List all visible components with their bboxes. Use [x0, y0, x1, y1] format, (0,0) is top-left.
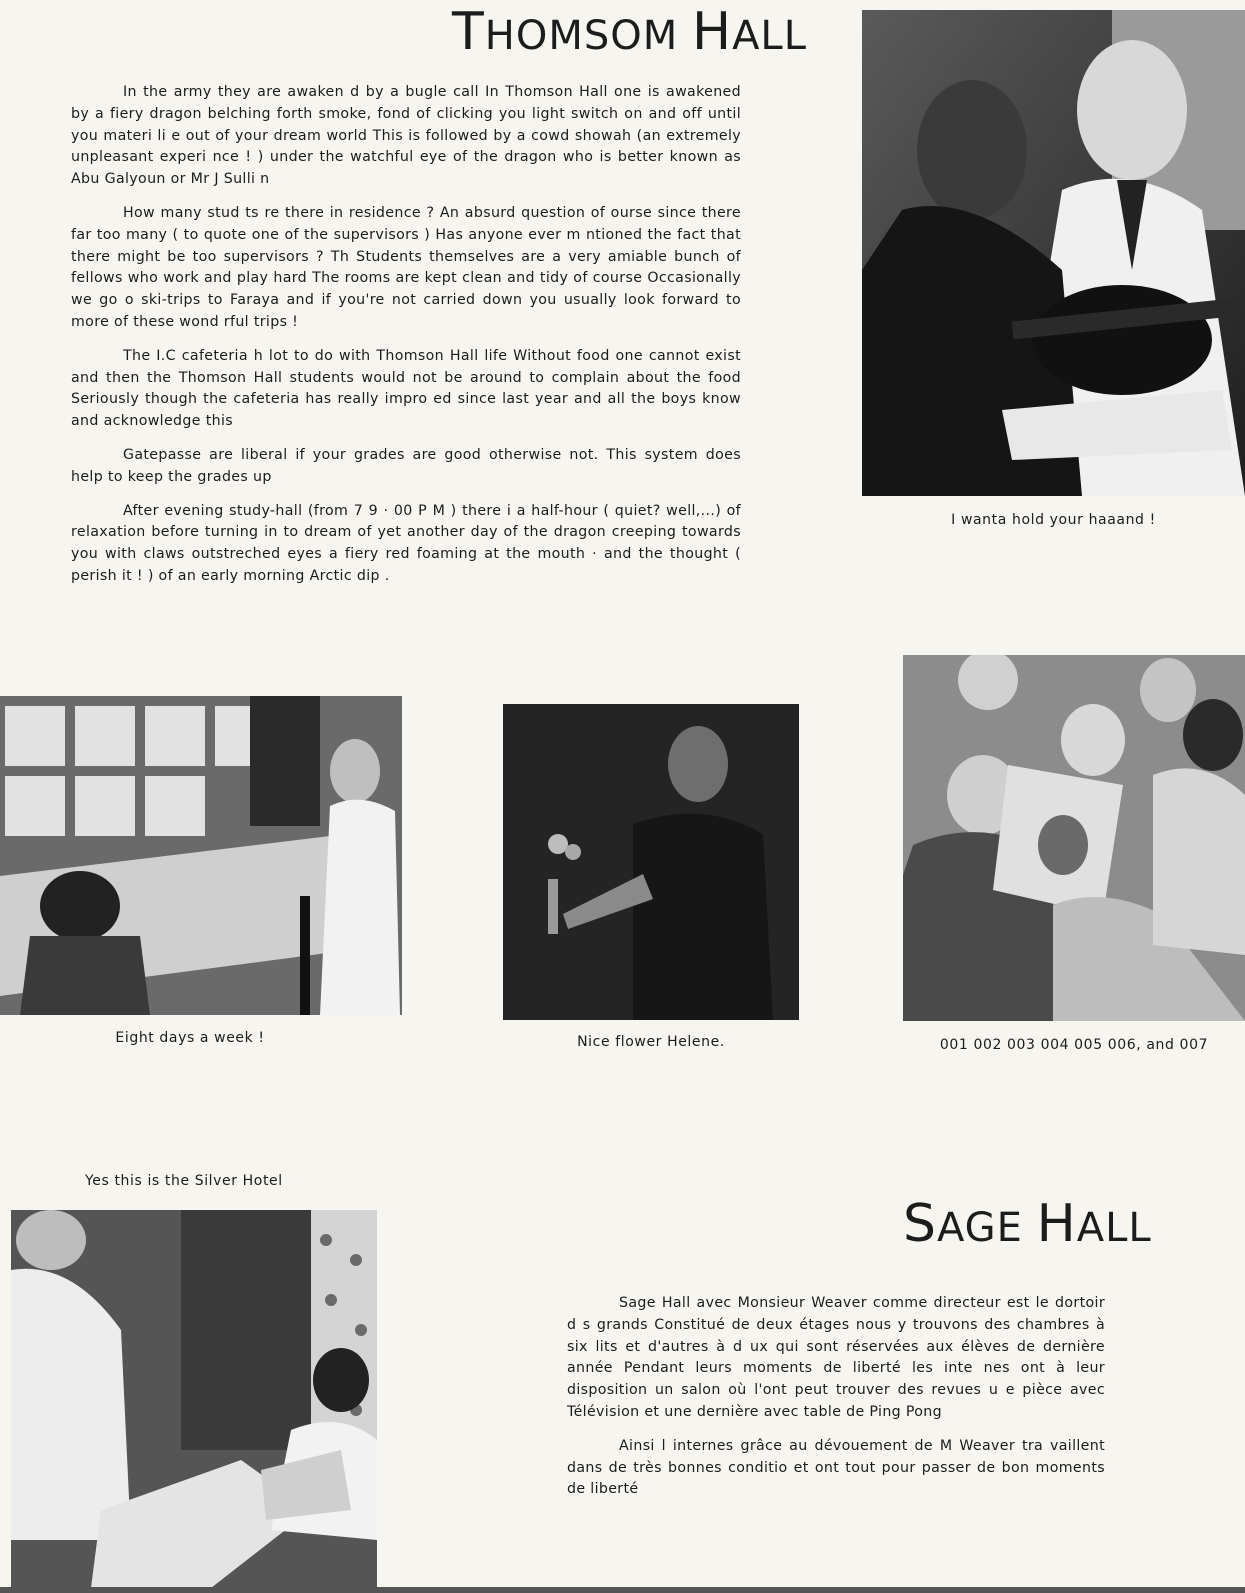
sage-hall-text [567, 1293, 1105, 1513]
title-initial: H [691, 2, 733, 62]
flower-photo-image [503, 704, 799, 1020]
title-rest: ALL [1076, 1205, 1152, 1251]
laundry-photo-image [0, 696, 402, 1015]
hotel-caption: Yes this is the Silver Hotel [85, 1173, 283, 1189]
title-initial: T [452, 2, 485, 62]
magazine-photo [903, 655, 1245, 1021]
page-bottom-edge [0, 1587, 1245, 1593]
paragraph: Ainsi l internes grâce au dévouement de M Weaver tra vaillent dans de très bonnes conditio et ont tout pour passer de bon moments de liberté [567, 1437, 1105, 1498]
title-rest: ALL [732, 13, 807, 59]
title-initial: H [1036, 1194, 1077, 1254]
flower-photo [503, 704, 799, 1020]
guitar-photo-image [862, 10, 1245, 496]
laundry-photo [0, 696, 402, 1015]
guitar-caption: I wanta hold your haaand ! [951, 512, 1156, 528]
laundry-caption: Eight days a week ! [115, 1030, 265, 1046]
thomson-hall-title [452, 2, 807, 62]
paragraph: In the army they are awaken d by a bugle call In Thomson Hall one is awakened by a fiery dragon belching forth smoke, fond of clicking you light switch on and off until you materi li e out of your dream world This is followed by a cowd showah (an extremely unpleasant experi nce ! ) under the watchful eye of the dragon who is better known as Abu Galyoun or Mr J Sulli n [71, 84, 741, 188]
hotel-photo-image [11, 1210, 377, 1588]
paragraph: Gatepasse are liberal if your grades are good otherwise not. This system does help to keep the grades up [71, 446, 741, 485]
paragraph: Sage Hall avec Monsieur Weaver comme directeur est le dortoir d s grands Constitué de deux étages nous y trouvons des chambres à six lits et d'autres à d ux qui sont réservées aux élèves de dernière année Pendant leurs moments de liberté les inte nes ont à leur disposition un salon où l'ont peut trouver des revues u e pièce avec Télévision et une dernière avec table de Ping Pong [567, 1295, 1105, 1420]
paragraph: How many stud ts re there in residence ? An absurd question of ourse since there far too many ( to quote one of the supervisors ) Has anyone ever m ntioned the fact that there might be too supervisors ? Th Students themselves are a very amiable bunch of fellows who work and play hard The rooms are kept clean and tidy of course Occasionally we go o ski-trips to Faraya and if you're not carried down you usually look forward to more of these wond rful trips ! [71, 204, 741, 330]
magazine-photo-image [903, 655, 1245, 1021]
sage-hall-title [903, 1194, 1152, 1254]
paragraph: After evening study-hall (from 7 9 · 00 P M ) there i a half-hour ( quiet? well,...) of relaxation before turning in to dream of yet another day of the dragon creeping towards you with claws outstreched eyes a fiery red foaming at the mouth · and the thought ( perish it ! ) of an early morning Arctic dip . [71, 502, 741, 584]
thomson-hall-text [71, 82, 741, 600]
hotel-photo [11, 1210, 377, 1588]
title-rest: AGE [937, 1205, 1037, 1251]
flower-caption: Nice flower Helene. [577, 1034, 725, 1050]
title-initial: S [903, 1194, 938, 1254]
paragraph: The I.C cafeteria h lot to do with Thomson Hall life Without food one cannot exist and then the Thomson Hall students would not be around to complain about the food Seriously though the cafeteria has really impro ed since last year and all the boys know and acknowledge this [71, 347, 741, 430]
magazine-caption: 001 002 003 004 005 006, and 007 [939, 1037, 1209, 1053]
title-rest: HOMSOM [484, 13, 692, 59]
guitar-photo [862, 10, 1245, 496]
